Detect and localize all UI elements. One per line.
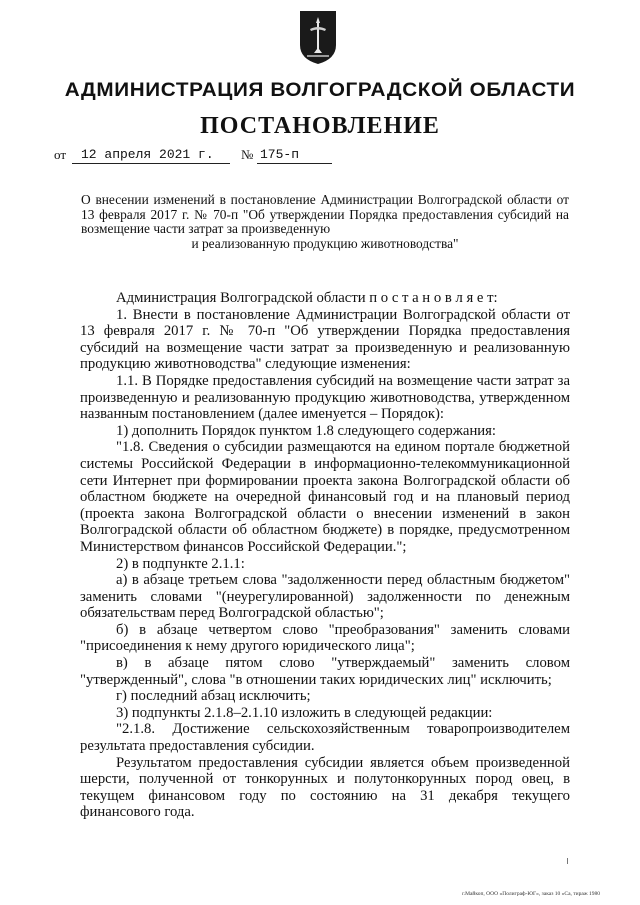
body-paragraph: а) в абзаце третьем слова "задолженности перед областным бюджетом" заменить словами "(неурегулированной) задолженности по денежным обязательствам перед Волгоградской областью"; <box>80 572 570 622</box>
body-paragraph: Администрация Волгоградской области п о с т а н о в л я е т: <box>116 290 498 306</box>
document-date: 12 апреля 2021 г. <box>81 147 214 162</box>
date-number-line <box>54 145 334 167</box>
date-prefix: от <box>54 147 67 162</box>
subject-text: О внесении изменений в постановление Администрации Волгоградской области от 13 февраля 2017 г. № 70-п "Об утверждении Порядка предоставления субсидий на возмещение части затрат за произведенную <box>81 192 569 236</box>
body-paragraph: в) в абзаце пятом слово "утверждаемый" заменить словом "утвержденный", слова "в отношении таких юридических лиц" исключить; <box>80 655 570 688</box>
document-subject <box>81 193 569 251</box>
number-underline <box>257 163 332 164</box>
body-paragraph: Результатом предоставления субсидии является объем произведенной шерсти, полученной от тонкорунных и полутонкорунных пород овец, в текущем финансовом году по состоянию на 31 декабря текущего финансового года. <box>80 754 570 821</box>
body-paragraph: г) последний абзац исключить; <box>116 688 311 705</box>
date-underline <box>72 163 230 164</box>
body-paragraph: 3) подпункты 2.1.8–2.1.10 изложить в следующей редакции: <box>116 704 493 721</box>
print-note: г.Майкоп, ООО «Полиграф-ЮГ», заказ 10 «Ca, тираж 1980 <box>462 891 600 897</box>
body-paragraph: 1) дополнить Порядок пунктом 1.8 следующего содержания: <box>116 422 497 439</box>
body-paragraph: 2) в подпункте 2.1.1: <box>116 555 245 572</box>
coat-of-arms-icon <box>298 9 338 65</box>
document-body <box>80 290 570 821</box>
document-number: 175-п <box>260 147 300 162</box>
subject-text-last-line: и реализованную продукцию животноводства" <box>191 235 459 251</box>
document-type-title: ПОСТАНОВЛЕНИЕ <box>200 113 440 139</box>
body-paragraph: 1. Внести в постановление Администрации Волгоградской области от 13 февраля 2017 г. № 70-п "Об утверждении Порядка предоставления субсидий на возмещение части затрат за произведенную и реализованную продукцию животноводства" следующие изменения: <box>80 306 570 373</box>
body-paragraph: "1.8. Сведения о субсидии размещаются на едином портале бюджетной системы Российской Федерации в информационно-телекоммуникационной сети Интернет при формировании проекта закона Волгоградской области об областном бюджете на очередной финансовый год и на плановый период (проекта закона Волгоградской области о внесении изменений в закон Волгоградской области об областном бюджете) в порядке, предусмотренном Министерством финансов Российской Федерации."; <box>80 439 570 555</box>
body-paragraph: б) в абзаце четвертом слово "преобразования" заменить словами "присоединения к нему другого юридического лица"; <box>80 621 570 655</box>
page-mark <box>567 858 568 864</box>
organization-title: АДМИНИСТРАЦИЯ ВОЛГОГРАДСКОЙ ОБЛАСТИ <box>64 79 576 101</box>
number-prefix: № <box>241 147 254 162</box>
body-paragraph: 1.1. В Порядке предоставления субсидий на возмещение части затрат за произведенную и реализованную продукцию животноводства, утвержденном названным постановлением (далее именуется – Порядок): <box>80 372 570 423</box>
body-paragraph: "2.1.8. Достижение сельскохозяйственным товаропроизводителем результата предоставления субсидии. <box>80 721 570 755</box>
